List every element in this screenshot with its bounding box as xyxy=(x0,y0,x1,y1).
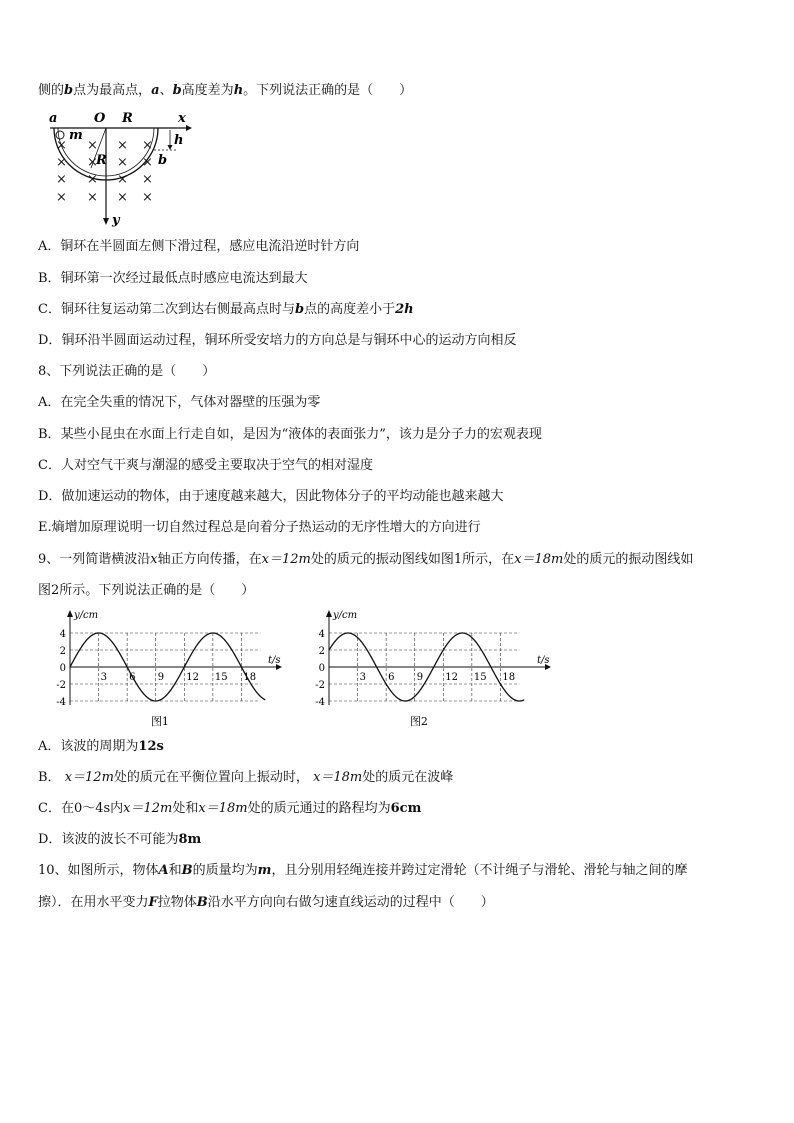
cross: × xyxy=(117,155,128,170)
y-tick-label: -4 xyxy=(56,697,66,708)
cross: × xyxy=(87,190,98,205)
y-axis-arrow xyxy=(103,218,109,225)
cross: × xyxy=(142,190,153,205)
q7-stem-tail: 侧的b点为最高点，a、b高度差为h。下列说法正确的是（ ） xyxy=(38,83,413,98)
x-tick-label: 9 xyxy=(157,672,165,683)
x-tick-label: 6 xyxy=(129,672,136,683)
cross: × xyxy=(117,138,128,153)
y-tick-label: 0 xyxy=(59,663,66,674)
t-axis-label: t/s xyxy=(537,655,550,666)
q8-option-e: E.熵增加原理说明一切自然过程总是向着分子热运动的无序性增大的方向进行 xyxy=(38,520,481,535)
label-a: a xyxy=(49,111,58,126)
label-h: h xyxy=(174,133,184,148)
x-tick-label: 3 xyxy=(100,672,107,683)
q9-option-d: D．该波的波长不可能为8m xyxy=(38,832,202,847)
y-axis-label: y/cm xyxy=(333,610,358,621)
x-tick-label: 18 xyxy=(502,672,516,683)
magnetic-field-crosses xyxy=(56,138,153,205)
label-O: O xyxy=(94,111,106,126)
cross: × xyxy=(117,190,128,205)
q7-option-d: D．铜环沿半圆面运动过程，铜环所受安培力的方向总是与铜环中心的运动方向相反 xyxy=(38,333,517,348)
label-R: R xyxy=(122,111,133,126)
q9-option-c: C．在0～4s内x＝12m处和x＝18m处的质元通过的路程均为6cm xyxy=(38,801,422,816)
q9-option-a: A．该波的周期为12s xyxy=(38,739,164,754)
cross: × xyxy=(56,138,67,153)
q8-option-a: A．在完全失重的情况下，气体对器壁的压强为零 xyxy=(38,395,321,410)
y-tick-label: 4 xyxy=(59,629,66,640)
q9-chart-fig2 xyxy=(307,607,567,733)
y-tick-label: -4 xyxy=(315,697,325,708)
cross: × xyxy=(142,155,153,170)
y-tick-label: -2 xyxy=(56,680,66,691)
y-axis-arrow xyxy=(326,610,332,617)
y-axis-label: y/cm xyxy=(74,610,99,621)
cross: × xyxy=(142,172,153,187)
q9-stem-line1: 9、一列简谐横波沿x轴正方向传播，在x＝12m处的质元的振动图线如图1所示，在x＝18m处的质元的振动图线如 xyxy=(38,552,694,567)
q8-option-b: B．某些小昆虫在水面上行走自如，是因为“液体的表面张力”，该力是分子力的宏观表现 xyxy=(38,427,542,442)
t-axis-label: t/s xyxy=(268,655,281,666)
y-tick-label: 2 xyxy=(318,646,325,657)
q7-figure xyxy=(36,108,201,228)
x-tick-label: 3 xyxy=(359,672,366,683)
y-axis-arrow xyxy=(67,610,73,617)
x-tick-label: 6 xyxy=(388,672,395,683)
q8-option-d: D．做加速运动的物体，由于速度越来越大，因此物体分子的平均动能也越来越大 xyxy=(38,489,504,504)
label-y: y xyxy=(112,213,120,228)
q7-option-b: B．铜环第一次经过最低点时感应电流达到最大 xyxy=(38,271,308,286)
cross: × xyxy=(87,172,98,187)
x-tick-label: 15 xyxy=(473,672,487,683)
q10-stem-line1: 10、如图所示，物体A和B的质量均为m，且分别用轻绳连接并跨过定滑轮（不计绳子与滑轮、滑轮与轴之间的摩 xyxy=(38,863,688,878)
label-m: m xyxy=(69,128,83,143)
q9-chart-fig1 xyxy=(48,607,298,733)
cross: × xyxy=(87,155,98,170)
cross: × xyxy=(87,138,98,153)
h-arrow-head xyxy=(168,145,173,150)
cross: × xyxy=(56,190,67,205)
cross: × xyxy=(56,155,67,170)
x-tick-label: 12 xyxy=(445,672,459,683)
q9-option-b: B． x＝12m处的质元在平衡位置向上振动时， x＝18m处的质元在波峰 xyxy=(38,770,454,785)
x-tick-label: 9 xyxy=(416,672,424,683)
q10-stem-line2: 擦）．在用水平变力F拉物体B沿水平方向向右做匀速直线运动的过程中（ ） xyxy=(38,895,494,910)
y-tick-label: 4 xyxy=(318,629,325,640)
y-tick-label: 2 xyxy=(59,646,66,657)
x-axis-arrow xyxy=(186,125,192,131)
x-tick-label: 15 xyxy=(214,672,228,683)
cross: × xyxy=(117,172,128,187)
x-tick-label: 18 xyxy=(243,672,257,683)
cross: × xyxy=(142,138,153,153)
q7-option-a: A．铜环在半圆面左侧下滑过程，感应电流沿逆时针方向 xyxy=(38,239,360,254)
q8-option-c: C．人对空气干爽与潮湿的感受主要取决于空气的相对湿度 xyxy=(38,458,373,473)
q8-stem: 8、下列说法正确的是（ ） xyxy=(38,364,216,379)
chart-caption: 图2 xyxy=(409,715,428,728)
x-tick-label: 12 xyxy=(186,672,200,683)
label-R2: R xyxy=(96,153,107,168)
label-b: b xyxy=(158,153,168,168)
chart-caption: 图1 xyxy=(150,715,169,728)
y-tick-label: -2 xyxy=(315,680,325,691)
cross: × xyxy=(56,172,67,187)
y-tick-label: 0 xyxy=(318,663,325,674)
q9-stem-line2: 图2所示。下列说法正确的是（ ） xyxy=(38,583,255,598)
label-x: x xyxy=(178,111,186,126)
q7-option-c: C．铜环往复运动第二次到达右侧最高点时与b点的高度差小于2h xyxy=(38,302,414,317)
